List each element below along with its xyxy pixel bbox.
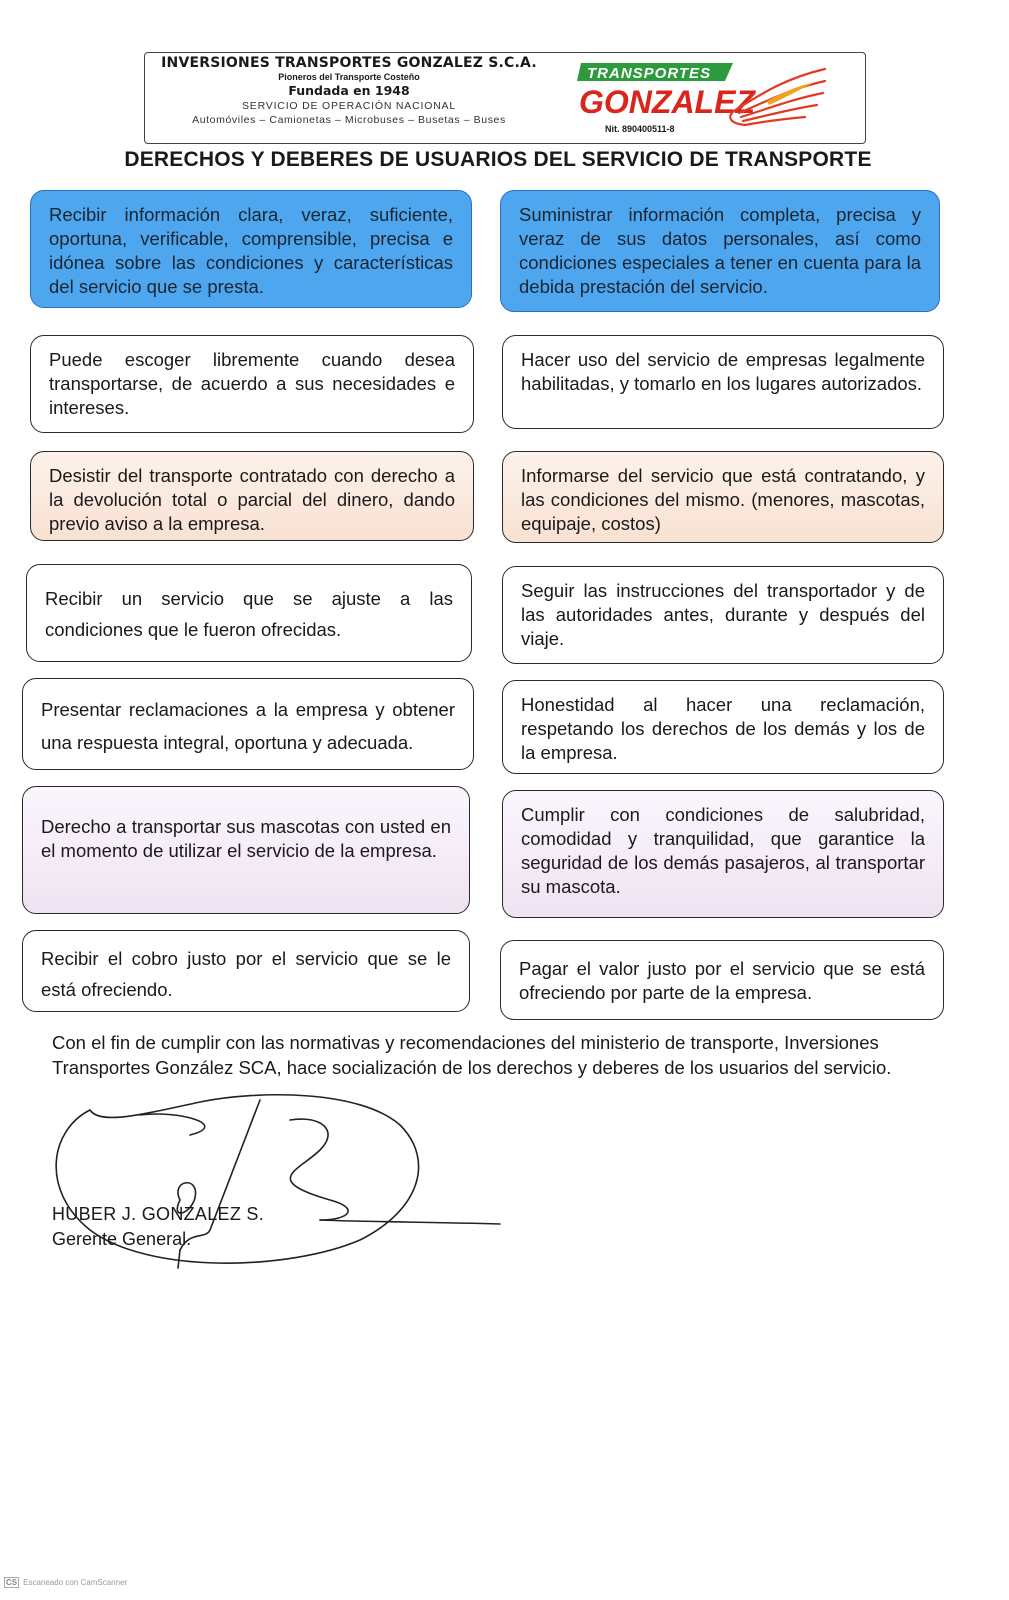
duty-text-4: Seguir las instrucciones del transportador y de las autoridades antes, durante y después del viaje. bbox=[521, 580, 925, 649]
right-card-2 bbox=[30, 335, 474, 433]
right-text-5: Presentar reclamaciones a la empresa y obtener una respuesta integral, oportuna y adecuada. bbox=[41, 699, 455, 753]
right-text-3: Desistir del transporte contratado con derecho a la devolución total o parcial del dinero, dando previo aviso a la empresa. bbox=[49, 465, 455, 534]
right-card-6 bbox=[22, 786, 470, 914]
right-card-4 bbox=[26, 564, 472, 662]
nit-number: Nit. 890400511-8 bbox=[605, 124, 675, 134]
signer-name: HUBER J. GONZALEZ S. bbox=[52, 1204, 265, 1224]
founded-line: Fundada en 1948 bbox=[288, 83, 410, 98]
duty-card-6 bbox=[502, 790, 944, 918]
duty-text-5: Honestidad al hacer una reclamación, respetando los derechos de los demás y los de la empresa. bbox=[521, 694, 925, 763]
page-title: DERECHOS Y DEBERES DE USUARIOS DEL SERVICIO DE TRANSPORTE bbox=[124, 148, 872, 171]
right-text-1: Recibir información clara, veraz, suficiente, oportuna, verificable, comprensible, precisa e idónea sobre las condiciones y características del servicio que se presta. bbox=[49, 204, 453, 297]
service-line: SERVICIO DE OPERACIÓN NACIONAL bbox=[241, 100, 456, 112]
scanner-watermark bbox=[4, 1577, 127, 1588]
logo-main-text: GONZALEZ bbox=[579, 84, 755, 120]
signer-role: Gerente General. bbox=[52, 1229, 192, 1249]
right-text-2: Puede escoger libremente cuando desea transportarse, de acuerdo a sus necesidades e intereses. bbox=[49, 349, 455, 418]
duty-card-4 bbox=[502, 566, 944, 664]
duty-card-5 bbox=[502, 680, 944, 774]
right-card-3 bbox=[30, 451, 474, 541]
right-text-4: Recibir un servicio que se ajuste a las condiciones que le fueron ofrecidas. bbox=[45, 588, 453, 640]
logo-top-text: TRANSPORTES bbox=[587, 65, 712, 82]
duty-card-2 bbox=[502, 335, 944, 429]
scanner-label: Escaneado con CamScanner bbox=[23, 1578, 128, 1587]
company-name: INVERSIONES TRANSPORTES GONZALEZ S.C.A. bbox=[161, 55, 537, 71]
letterhead bbox=[144, 52, 866, 144]
duty-card-3 bbox=[502, 451, 944, 543]
company-tagline: Pioneros del Transporte Costeño bbox=[278, 72, 420, 82]
duty-text-3: Informarse del servicio que está contratando, y las condiciones del mismo. (menores, mascotas, equipaje, costos) bbox=[521, 465, 925, 534]
right-text-7: Recibir el cobro justo por el servicio que se le está ofreciendo. bbox=[41, 948, 451, 1000]
right-card-1 bbox=[30, 190, 472, 308]
duty-text-6: Cumplir con condiciones de salubridad, comodidad y tranquilidad, que garantice la seguridad de los demás pasajeros, al transportar su mascota. bbox=[521, 804, 925, 897]
right-card-7 bbox=[22, 930, 470, 1012]
vehicles-line: Automóviles – Camionetas – Microbuses – Busetas – Buses bbox=[192, 114, 506, 126]
duty-text-2: Hacer uso del servicio de empresas legalmente habilitadas, y tomarlo en los lugares autorizados. bbox=[521, 349, 925, 394]
duty-card-7 bbox=[500, 940, 944, 1020]
duty-card-1 bbox=[500, 190, 940, 312]
duty-text-1: Suministrar información completa, precisa y veraz de sus datos personales, así como condiciones especiales a tener en cuenta para la debida prestación del servicio. bbox=[519, 204, 921, 297]
closing-statement: Con el fin de cumplir con las normativas y recomendaciones del ministerio de transporte, Inversiones Transportes González SCA, hace socialización de los derechos y deberes de los usuarios del servicio. bbox=[52, 1032, 892, 1078]
right-card-5 bbox=[22, 678, 474, 770]
camscanner-icon: CS bbox=[6, 1578, 18, 1587]
duty-text-7: Pagar el valor justo por el servicio que se está ofreciendo por parte de la empresa. bbox=[519, 958, 925, 1003]
handwritten-signature bbox=[30, 1080, 510, 1280]
right-text-6: Derecho a transportar sus mascotas con usted en el momento de utilizar el servicio de la empresa. bbox=[41, 816, 451, 861]
letterhead-text bbox=[149, 55, 549, 126]
